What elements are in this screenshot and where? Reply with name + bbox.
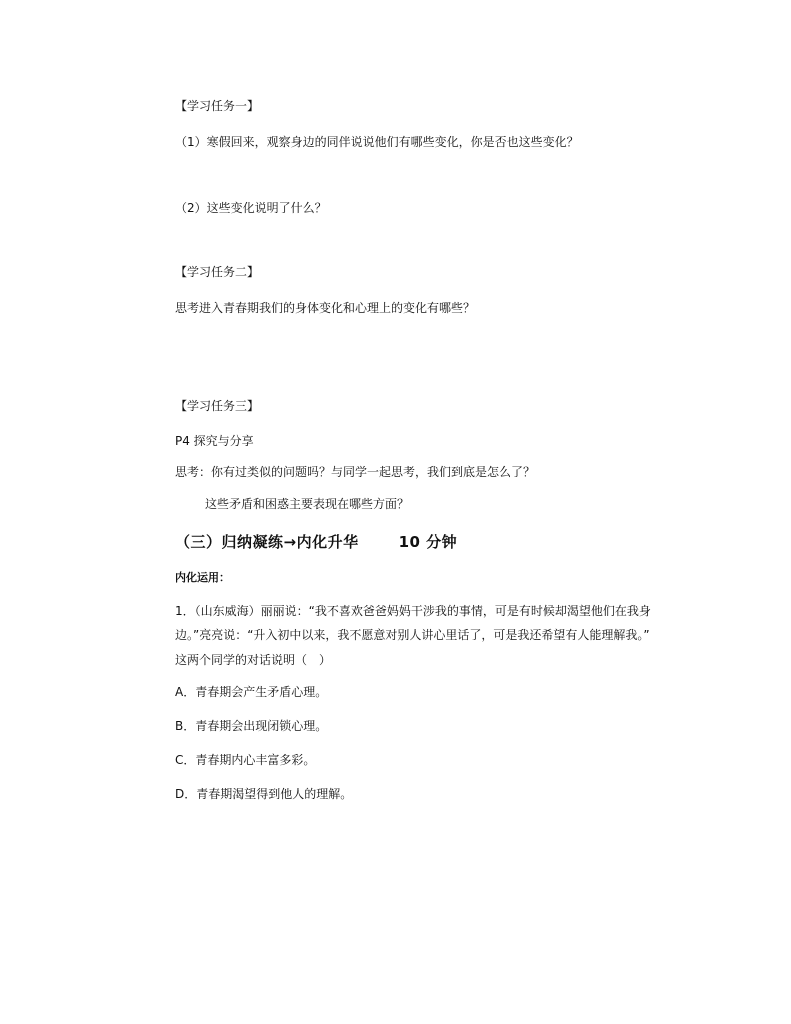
section3-heading (175, 531, 457, 553)
section3-title: （三）归纳凝练→内化升华 (175, 533, 359, 551)
practice-question-line-1: 1．（山东威海）丽丽说：“我不喜欢爸爸妈妈干涉我的事情，可是有时候却渴望他们在我身 (175, 604, 651, 618)
task3-question-2: 这些矛盾和困惑主要表现在哪些方面？ (205, 497, 410, 511)
option-b: B．青春期会出现闭锁心理。 (175, 719, 328, 733)
practice-label: 内化运用： (175, 571, 230, 584)
task3-title: 【学习任务三】 (175, 399, 260, 413)
section3-time: 10 分钟 (398, 533, 458, 551)
task3-question-1: 思考：你有过类似的问题吗？与同学一起思考，我们到底是怎么了？ (175, 465, 536, 479)
option-d: D．青春期渴望得到他人的理解。 (175, 787, 353, 801)
task1-question-2: （2）这些变化说明了什么？ (175, 201, 327, 215)
option-a: A．青春期会产生矛盾心理。 (175, 685, 328, 699)
option-c: C．青春期内心丰富多彩。 (175, 753, 316, 767)
task2-question-1: 思考进入青春期我们的身体变化和心理上的变化有哪些？ (175, 301, 476, 315)
task2-title: 【学习任务二】 (175, 265, 260, 279)
task1-question-1: （1）寒假回来，观察身边的同伴说说他们有哪些变化，你是否也这些变化？ (175, 135, 579, 149)
practice-question-line-2: 边。”亮亮说：“升入初中以来，我不愿意对别人讲心里话了，可是我还希望有人能理解我。” (175, 628, 650, 642)
task3-subtitle: P4 探究与分享 (175, 434, 254, 448)
task1-title: 【学习任务一】 (175, 99, 260, 113)
practice-question-line-3: 这两个同学的对话说明（ ） (175, 653, 332, 667)
